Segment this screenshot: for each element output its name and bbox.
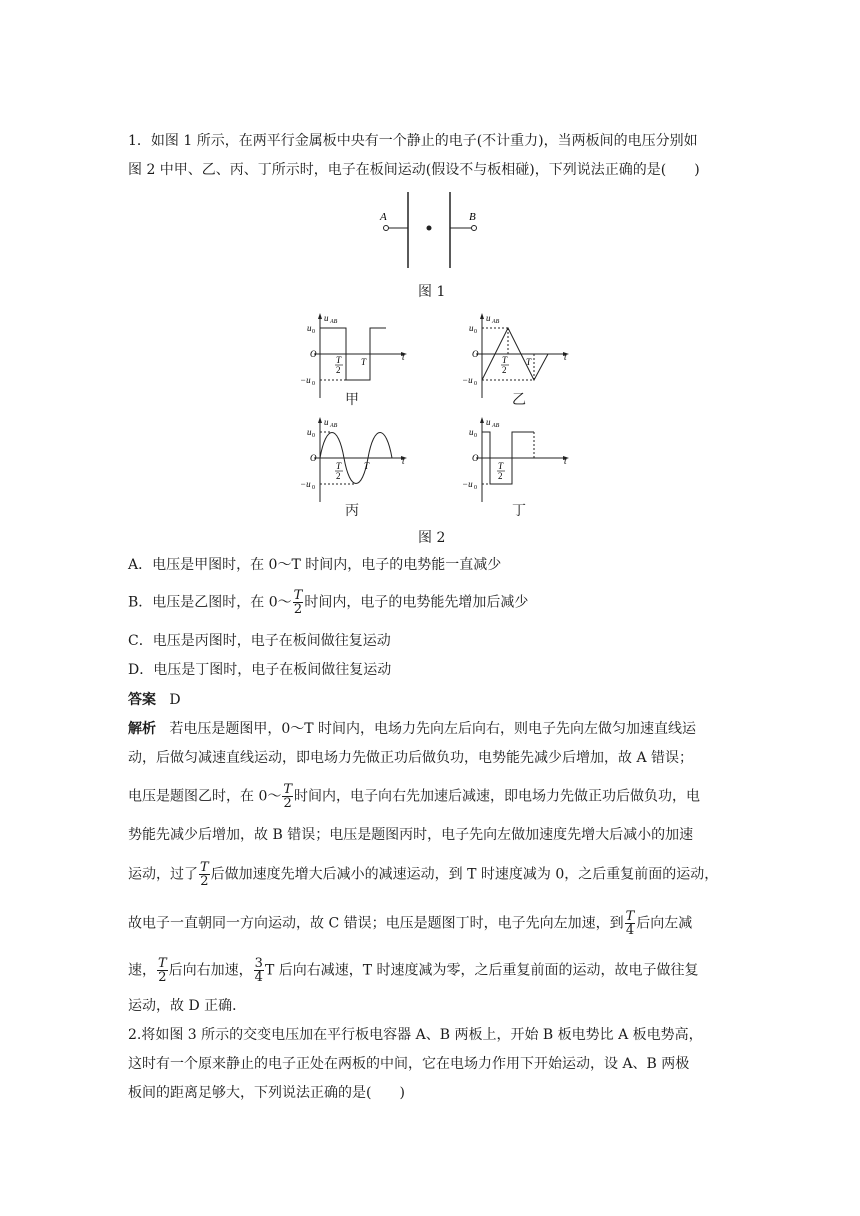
svg-text:−u: −u: [300, 479, 311, 489]
svg-text:u: u: [307, 323, 312, 333]
option-b: B．电压是乙图时，在 0～ $\frac{T}{2}$ 时间内，电子的电势能先增加后减少: [128, 588, 529, 617]
option-c: C．电压是丙图时，电子在板间做往复运动: [128, 633, 391, 649]
svg-text:t: t: [402, 456, 405, 466]
plate-b-label: B: [469, 211, 476, 223]
analysis-line-4: 势能先减少后增加，故 B 错误；电压是题图丙时，电子先向左做加速度先增大后减小的加速: [128, 827, 694, 843]
graph-ding: [454, 414, 574, 506]
svg-text:u: u: [486, 313, 491, 323]
svg-text:u: u: [486, 417, 491, 427]
svg-text:T: T: [502, 355, 508, 365]
answer-line: 答案 D: [128, 692, 181, 708]
svg-text:0: 0: [312, 329, 315, 335]
svg-text:T: T: [336, 461, 342, 471]
analysis-line-7: 速， $\frac{T}{2}$ 后向右加速， $\frac{3}{4}$ T 后向右减速，T 时速度减为零，之后重复前面的运动，故电子做往复: [128, 956, 699, 985]
svg-text:T: T: [364, 461, 370, 471]
q2-line-3: 板间的距离足够大，下列说法正确的是( ): [128, 1085, 405, 1101]
svg-text:0: 0: [312, 433, 315, 439]
svg-text:u: u: [307, 427, 312, 437]
svg-text:O: O: [310, 453, 317, 463]
option-a: A．电压是甲图时，在 0～T 时间内，电子的电势能一直减少: [128, 557, 502, 573]
graph-bing: [292, 414, 412, 506]
q2-line-2: 这时有一个原来静止的电子正处在两板的中间，它在电场力作用下开始运动，设 A、B 两极: [128, 1056, 690, 1072]
svg-text:2: 2: [336, 471, 341, 481]
analysis-line-5: 运动，过了 $\frac{T}{2}$ 后做加速度先增大后减小的减速运动，到 T 时速度减为 0，之后重复前面的运动，: [128, 860, 719, 889]
svg-text:−u: −u: [462, 479, 473, 489]
analysis-line-1: 解析 若电压是题图甲，0～T 时间内，电场力先向左后向右，则电子先向左做匀加速直线运: [128, 721, 697, 737]
q2-line-1: 2.将如图 3 所示的交变电压加在平行板电容器 A、B 两板上，开始 B 板电势比 A 板电势高，: [128, 1027, 703, 1043]
svg-text:−u: −u: [300, 375, 311, 385]
q1-stem-line-2: 图 2 中甲、乙、丙、丁所示时，电子在板间运动(假设不与板相碰)，下列说法正确的是( ): [128, 162, 700, 178]
svg-text:u: u: [324, 417, 329, 427]
figure-2-caption: 图 2: [418, 530, 446, 546]
svg-text:0: 0: [474, 329, 477, 335]
analysis-line-6: 故电子一直朝同一方向运动，故 C 错误；电压是题图丁时，电子先向左加速，到 $\frac{T}{4}$ 后向左减: [128, 909, 693, 938]
svg-text:T: T: [498, 461, 504, 471]
svg-text:0: 0: [474, 381, 477, 387]
graph-yi-label: 乙: [512, 392, 526, 408]
svg-text:O: O: [472, 453, 479, 463]
svg-text:O: O: [472, 349, 479, 359]
svg-text:AB: AB: [492, 423, 500, 429]
graph-jia-label: 甲: [345, 392, 359, 408]
svg-text:t: t: [402, 352, 405, 362]
svg-text:T: T: [361, 357, 367, 367]
figure-1-diagram: [370, 190, 490, 270]
svg-text:2: 2: [498, 471, 503, 481]
svg-text:T: T: [526, 357, 532, 367]
q1-stem-line-1: 1．如图 1 所示，在两平行金属板中央有一个静止的电子(不计重力)，当两板间的电压分别如: [128, 133, 698, 149]
svg-text:0: 0: [474, 433, 477, 439]
svg-text:−u: −u: [462, 375, 473, 385]
svg-text:u: u: [469, 427, 474, 437]
svg-text:2: 2: [336, 365, 341, 375]
svg-text:0: 0: [474, 485, 477, 491]
analysis-line-8: 运动，故 D 正确．: [128, 998, 247, 1014]
svg-text:T: T: [336, 355, 342, 365]
graph-ding-label: 丁: [512, 503, 526, 519]
svg-text:2: 2: [502, 365, 507, 375]
svg-text:O: O: [310, 349, 317, 359]
figure-1-caption: 图 1: [418, 284, 446, 300]
graph-bing-label: 丙: [345, 503, 359, 519]
svg-text:t: t: [564, 456, 567, 466]
electron-dot: [427, 226, 432, 231]
plate-a-label: A: [380, 211, 387, 223]
svg-text:u: u: [324, 313, 329, 323]
svg-text:t: t: [564, 352, 567, 362]
svg-text:AB: AB: [492, 319, 500, 325]
svg-text:AB: AB: [330, 319, 338, 325]
svg-text:AB: AB: [330, 423, 338, 429]
analysis-line-3: 电压是题图乙时，在 0～ $\frac{T}{2}$ 时间内，电子向右先加速后减速，即电场力先做正功后做负功，电: [128, 782, 701, 811]
analysis-line-2: 动，后做匀减速直线运动，即电场力先做正功后做负功，电势能先减少后增加，故 A 错误；: [128, 750, 694, 766]
svg-text:u: u: [469, 323, 474, 333]
svg-text:0: 0: [312, 485, 315, 491]
option-d: D．电压是丁图时，电子在板间做往复运动: [128, 662, 392, 678]
svg-text:0: 0: [312, 381, 315, 387]
